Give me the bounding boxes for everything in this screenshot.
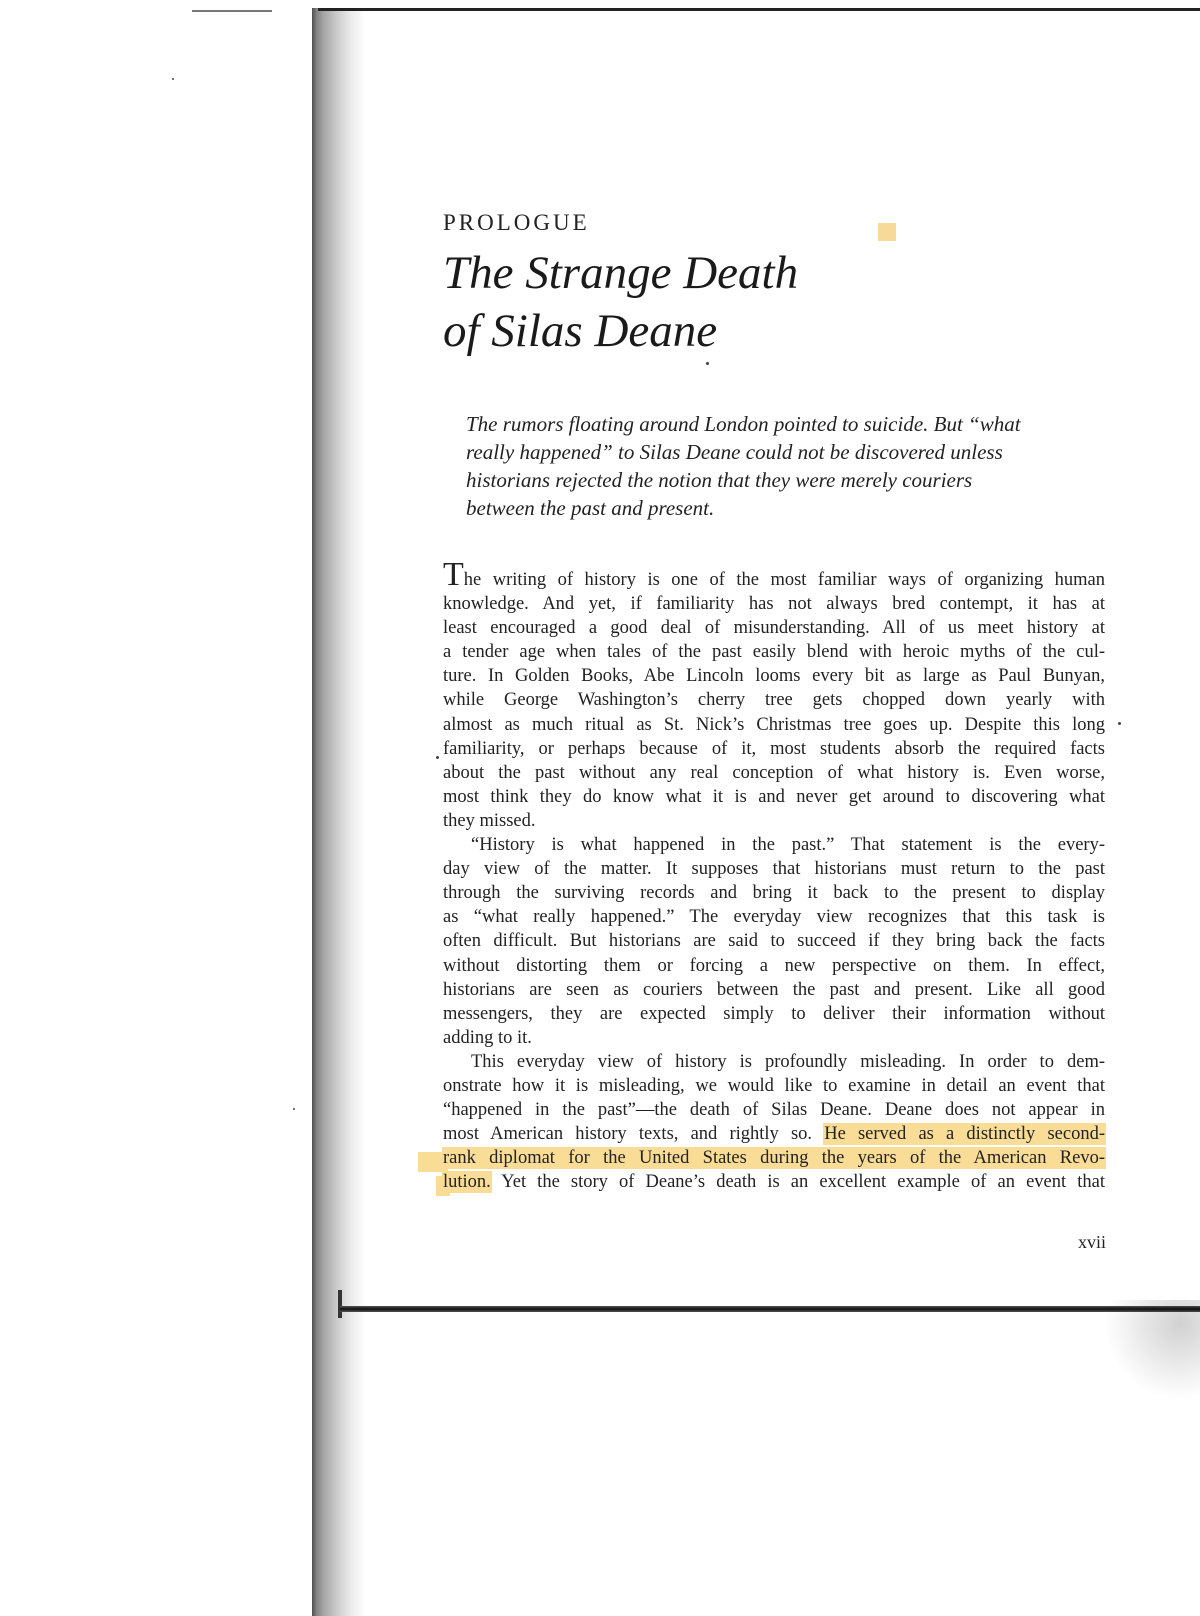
- body-line: onstrate how it is misleading, we would like to examine in detail an event that: [443, 1075, 1105, 1096]
- title-line: The Strange Death: [443, 247, 799, 299]
- scan-speck: [1118, 722, 1121, 725]
- chapter-label: PROLOGUE: [443, 210, 590, 235]
- body-line: without distorting them or forcing a new perspective on them. In effect,: [443, 955, 1105, 976]
- drop-cap: T: [443, 556, 464, 593]
- body-line: while George Washington’s cherry tree gets chopped down yearly with: [443, 690, 1105, 711]
- spine-mark: [338, 1290, 342, 1318]
- body-line: This everyday view of history is profoundly misleading. In order to dem-: [471, 1051, 1105, 1072]
- body-text: [443, 556, 1106, 1194]
- body-line: through the surviving records and bring it back to the present to display: [443, 883, 1105, 904]
- scan-speck: [293, 1108, 295, 1110]
- body-line: ture. In Golden Books, Abe Lincoln looms every bit as large as Paul Bunyan,: [443, 666, 1105, 687]
- body-line: as “what really happened.” The everyday view recognizes that this task is: [443, 907, 1105, 928]
- book-spine-shadow: [312, 8, 366, 1616]
- body-line: least encouraged a good deal of misunderstanding. All of us meet history at: [443, 618, 1105, 639]
- highlighted-text: He served as a distinctly second-: [824, 1124, 1106, 1145]
- body-line: historians are seen as couriers between the past and present. Like all good: [443, 979, 1105, 1000]
- page-edge-bottom: [340, 1306, 1200, 1312]
- epigraph-line: The rumors floating around London pointed to suicide. But “what: [466, 412, 1021, 436]
- epigraph-line: really happened” to Silas Deane could not be discovered unless: [466, 440, 1003, 464]
- highlighter-mark: [878, 223, 896, 241]
- body-line: knowledge. And yet, if familiarity has not always bred contempt, it has at: [443, 594, 1105, 615]
- epigraph: [466, 410, 1106, 522]
- highlighted-text: rank diplomat for the United States during the years of the American Revo-: [443, 1148, 1105, 1169]
- body-line: “happened in the past”—the death of Silas Deane. Deane does not appear in: [443, 1100, 1105, 1121]
- body-line: often difficult. But historians are said to succeed if they bring back the facts: [443, 931, 1105, 952]
- body-line: lution. Yet the story of Deane’s death is an excellent example of an event that: [443, 1172, 1105, 1193]
- body-line: “History is what happened in the past.” That statement is the every-: [471, 835, 1105, 856]
- scan-speck: [436, 756, 439, 759]
- body-line: [443, 1146, 1105, 1170]
- body-line: almost as much ritual as St. Nick’s Christmas tree goes up. Despite this long: [443, 714, 1105, 735]
- body-line: The writing of history is one of the most familiar ways of organizing human: [443, 556, 1105, 593]
- body-line: day view of the matter. It supposes that historians must return to the past: [443, 859, 1105, 880]
- chapter-title: [443, 244, 798, 360]
- page-number: xvii: [1078, 1232, 1107, 1252]
- scan-speck: [172, 78, 174, 80]
- body-line: familiarity, or perhaps because of it, most students absorb the required facts: [443, 738, 1105, 759]
- title-line: of Silas Deane: [443, 305, 718, 357]
- body-line: most think they do know what it is and never get around to discovering what: [443, 786, 1105, 807]
- body-line: messengers, they are expected simply to deliver their information without: [443, 1003, 1105, 1024]
- epigraph-line: between the past and present.: [466, 496, 715, 520]
- body-line: about the past without any real conception of what history is. Even worse,: [443, 762, 1105, 783]
- epigraph-line: historians rejected the notion that they were merely couriers: [466, 468, 973, 492]
- page-edge-top: [318, 8, 1200, 11]
- scan-rule-top-left: [192, 10, 272, 12]
- scan-speck: [706, 362, 709, 365]
- body-line: a tender age when tales of the past easily blend with heroic myths of the cul-: [443, 642, 1105, 663]
- body-line: adding to it.: [443, 1027, 532, 1048]
- body-line: they missed.: [443, 810, 536, 831]
- highlighted-text: lution.: [443, 1172, 491, 1193]
- scan-noise: [1100, 1300, 1200, 1420]
- body-line: most American history texts, and rightly so. He served as a distinctly second-: [443, 1124, 1106, 1145]
